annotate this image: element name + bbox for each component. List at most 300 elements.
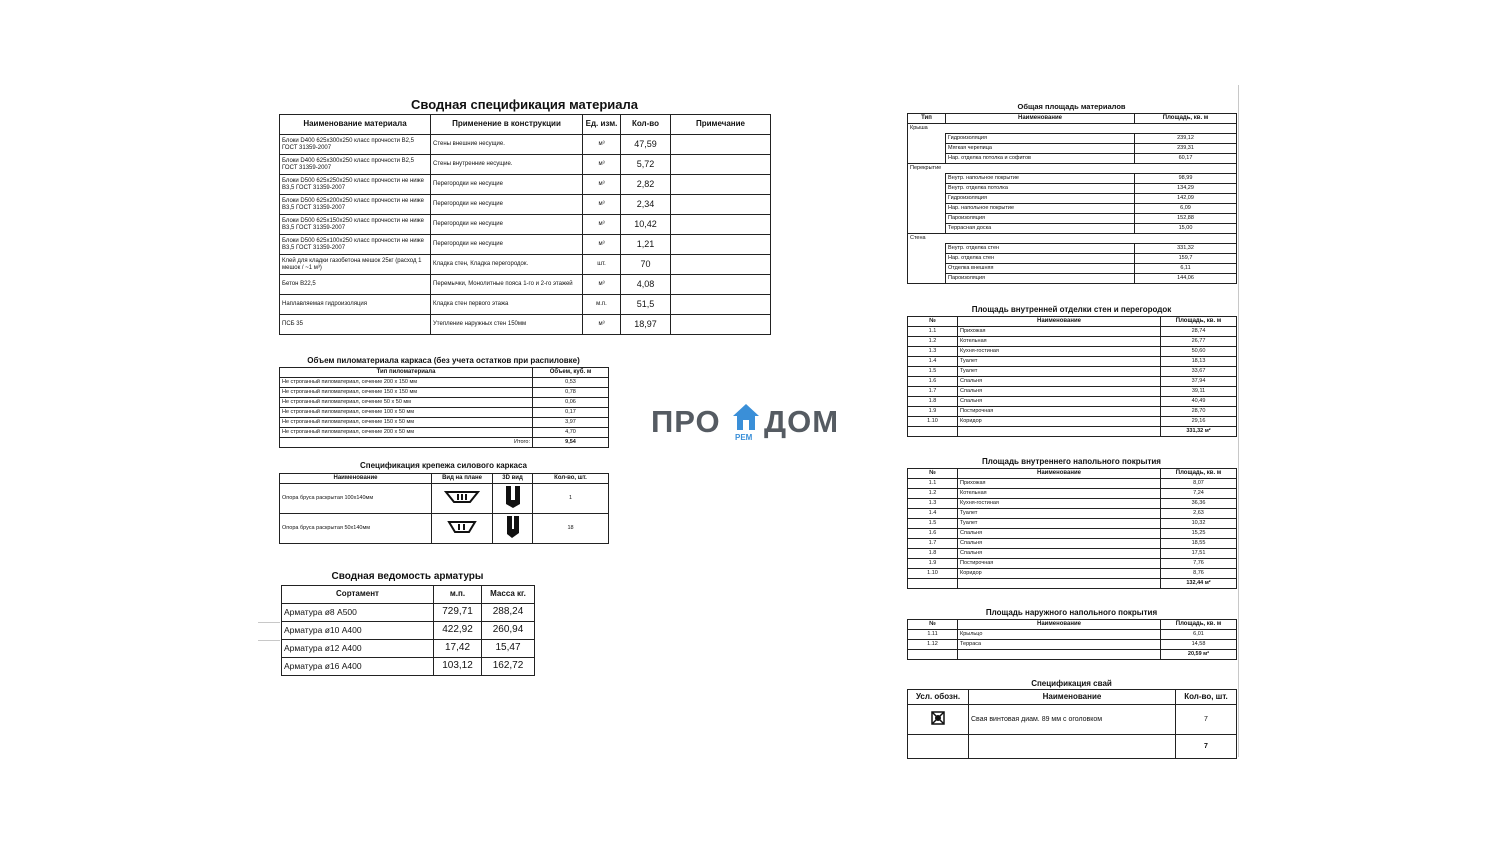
house-icon [731, 402, 761, 432]
material-unit: м³ [583, 175, 621, 195]
table-row [280, 428, 609, 438]
piles-table [907, 689, 1237, 759]
room-number: 1.4 [908, 509, 958, 519]
col-header: Применение в конструкции [431, 115, 583, 135]
col-header: Наименование [958, 469, 1161, 479]
fastener-name: Опора бруса раскрытая 100х140мм [280, 484, 432, 514]
pile-qty: 7 [1176, 705, 1237, 735]
table-row [280, 388, 609, 398]
rebar-length: 729,71 [434, 604, 482, 622]
col-header: 3D вид [493, 474, 533, 484]
material-qty: 18,97 [621, 315, 671, 335]
table-row [908, 357, 1237, 367]
room-area: 28,70 [1161, 407, 1237, 417]
room-number: 1.5 [908, 367, 958, 377]
rebar-table [281, 585, 535, 676]
logo-text-right: ДОМ [764, 404, 840, 439]
rebar-name: Арматура ø8 А500 [282, 604, 434, 622]
total-area-title: Общая площадь материалов [1017, 102, 1126, 111]
floor-out-block [907, 608, 1236, 660]
area-item-value: 134,29 [1135, 184, 1237, 194]
table-row [908, 529, 1237, 539]
table-row [280, 275, 771, 295]
room-name: Спальня [958, 539, 1161, 549]
room-area: 28,74 [1161, 327, 1237, 337]
col-header: Объем, куб. м [533, 368, 609, 378]
floor-in-title: Площадь внутреннего напольного покрытия [982, 457, 1161, 466]
table-row [282, 622, 535, 640]
room-area: 7,76 [1161, 559, 1237, 569]
lumber-volume: 0,17 [533, 408, 609, 418]
main-spec-table [279, 114, 771, 335]
material-unit: шт. [583, 255, 621, 275]
table-header-row [908, 317, 1237, 327]
table-row [908, 579, 1237, 589]
table-row [280, 514, 609, 544]
walls-block [907, 305, 1236, 437]
room-number: 1.6 [908, 377, 958, 387]
empty-cell [908, 154, 946, 164]
col-header: Тип пиломатериала [280, 368, 533, 378]
room-area: 39,11 [1161, 387, 1237, 397]
table-row [280, 398, 609, 408]
table-row [908, 337, 1237, 347]
rebar-name: Арматура ø16 А400 [282, 658, 434, 676]
room-number: 1.9 [908, 559, 958, 569]
room-area: 18,13 [1161, 357, 1237, 367]
table-row [908, 417, 1237, 427]
table-row [908, 347, 1237, 357]
room-number: 1.7 [908, 387, 958, 397]
room-number: 1.6 [908, 529, 958, 539]
floor-in-block [907, 457, 1236, 589]
room-number: 1.3 [908, 347, 958, 357]
room-area: 50,60 [1161, 347, 1237, 357]
walls-table [907, 316, 1237, 437]
material-unit: м³ [583, 215, 621, 235]
room-name: Прихожая [958, 479, 1161, 489]
area-item-value: 159,7 [1135, 254, 1237, 264]
material-note [671, 215, 771, 235]
empty-cell [958, 650, 1161, 660]
area-item-name: Гидроизоляция [946, 134, 1135, 144]
total-area-block [907, 102, 1236, 284]
material-name: ПСБ 35 [280, 315, 431, 335]
material-name: Блоки D500 625х150х250 класс прочности не ниже В3,5 ГОСТ 31359-2007 [280, 215, 431, 235]
rebar-mass: 288,24 [482, 604, 535, 622]
table-row [908, 640, 1237, 650]
table-row [908, 479, 1237, 489]
table-row [908, 134, 1237, 144]
room-name: Туалет [958, 357, 1161, 367]
material-use: Кладка стен первого этажа [431, 295, 583, 315]
room-name: Постирочная [958, 559, 1161, 569]
table-header-row [908, 620, 1237, 630]
lumber-type: Не строганный пиломатериал, сечение 200 х 150 мм [280, 378, 533, 388]
room-area: 18,55 [1161, 539, 1237, 549]
piles-title: Спецификация свай [1031, 679, 1112, 688]
material-note [671, 235, 771, 255]
room-number: 1.10 [908, 569, 958, 579]
material-use: Перегородки не несущие [431, 195, 583, 215]
material-qty: 51,5 [621, 295, 671, 315]
table-row [908, 164, 1237, 174]
table-row [908, 499, 1237, 509]
lumber-volume: 4,70 [533, 428, 609, 438]
table-row [280, 235, 771, 255]
col-header: м.п. [434, 586, 482, 604]
room-area: 8,76 [1161, 569, 1237, 579]
piles-block [907, 679, 1236, 759]
rebar-title: Сводная ведомость арматуры [331, 571, 484, 582]
table-row [908, 174, 1237, 184]
area-item-name: Мягкая черепица [946, 144, 1135, 154]
room-name: Терраса [958, 640, 1161, 650]
room-number: 1.8 [908, 549, 958, 559]
area-group-type: Стена [908, 234, 1237, 244]
material-use: Перегородки не несущие [431, 235, 583, 255]
area-group-type: Крыша [908, 124, 1237, 134]
room-number: 1.7 [908, 539, 958, 549]
area-item-value: 152,88 [1135, 214, 1237, 224]
room-number: 1.10 [908, 417, 958, 427]
material-name: Блоки D400 625х300х250 класс прочности В2,5 ГОСТ 31359-2007 [280, 135, 431, 155]
room-name: Туалет [958, 509, 1161, 519]
pile-total: 7 [1176, 735, 1237, 759]
room-area: 17,51 [1161, 549, 1237, 559]
room-area: 29,16 [1161, 417, 1237, 427]
material-note [671, 135, 771, 155]
rebar-name: Арматура ø12 А400 [282, 640, 434, 658]
rebar-mass: 162,72 [482, 658, 535, 676]
table-row [908, 559, 1237, 569]
empty-cell [908, 204, 946, 214]
table-row [908, 327, 1237, 337]
room-area: 14,58 [1161, 640, 1237, 650]
room-total: 132,44 м² [1161, 579, 1237, 589]
area-item-name: Нар. напольное покрытие [946, 204, 1135, 214]
table-row [280, 135, 771, 155]
table-header-row [280, 474, 609, 484]
rebar-name: Арматура ø10 А400 [282, 622, 434, 640]
fastener-qty: 1 [533, 484, 609, 514]
empty-cell [908, 274, 946, 284]
room-name: Кухня-гостиная [958, 347, 1161, 357]
material-use: Стены внутренние несущие. [431, 155, 583, 175]
room-name: Крыльцо [958, 630, 1161, 640]
logo-text-left: ПРО [651, 404, 721, 439]
material-note [671, 175, 771, 195]
table-row [908, 124, 1237, 134]
floor-out-title: Площадь наружного напольного покрытия [985, 608, 1158, 617]
empty-cell [958, 579, 1161, 589]
table-row [280, 438, 609, 448]
material-name: Бетон В22,5 [280, 275, 431, 295]
material-qty: 2,82 [621, 175, 671, 195]
col-header: Сортамент [282, 586, 434, 604]
area-item-value: 60,17 [1135, 154, 1237, 164]
room-number: 1.11 [908, 630, 958, 640]
empty-cell [958, 427, 1161, 437]
area-item-value: 142,09 [1135, 194, 1237, 204]
area-item-name: Пароизоляция [946, 274, 1135, 284]
rebar-mass: 260,94 [482, 622, 535, 640]
table-row [908, 367, 1237, 377]
table-header-row [908, 114, 1237, 124]
material-unit: м³ [583, 135, 621, 155]
lumber-total: 9,54 [533, 438, 609, 448]
table-header-row [280, 115, 771, 135]
room-name: Спальня [958, 397, 1161, 407]
walls-title: Площадь внутренней отделки стен и перегородок [971, 305, 1172, 314]
material-name: Блоки D400 625х300х250 класс прочности В2,5 ГОСТ 31359-2007 [280, 155, 431, 175]
material-use: Стены внешние несущие. [431, 135, 583, 155]
col-header: Вид на плане [432, 474, 493, 484]
table-row [280, 295, 771, 315]
area-item-name: Нар. отделка потолка и софитов [946, 154, 1135, 164]
lumber-type: Не строганный пиломатериал, сечение 150 х 150 мм [280, 388, 533, 398]
plan-view-image [432, 514, 493, 544]
3d-view-image [493, 514, 533, 544]
room-name: Спальня [958, 377, 1161, 387]
room-name: Прихожая [958, 327, 1161, 337]
room-name: Спальня [958, 387, 1161, 397]
lumber-volume: 0,78 [533, 388, 609, 398]
empty-cell [908, 579, 958, 589]
empty-cell [908, 174, 946, 184]
floor-in-table [907, 468, 1237, 589]
table-row [282, 604, 535, 622]
lumber-type: Не строганный пиломатериал, сечение 150 х 50 мм [280, 418, 533, 428]
rebar-mass: 15,47 [482, 640, 535, 658]
room-number: 1.2 [908, 489, 958, 499]
material-qty: 5,72 [621, 155, 671, 175]
empty-cell [908, 134, 946, 144]
table-row [908, 254, 1237, 264]
table-row [908, 274, 1237, 284]
room-area: 6,01 [1161, 630, 1237, 640]
col-header: Площадь, кв. м [1161, 469, 1237, 479]
lumber-title: Объем пиломатериала каркаса (без учета остатков при распиловке) [307, 356, 580, 365]
page-edge-line [1238, 85, 1239, 757]
lumber-volume: 0,53 [533, 378, 609, 388]
material-unit: м³ [583, 315, 621, 335]
area-item-value: 239,31 [1135, 144, 1237, 154]
area-item-name: Внутр. отделка стен [946, 244, 1135, 254]
material-unit: м³ [583, 275, 621, 295]
room-total: 20,59 м² [1161, 650, 1237, 660]
fastener-qty: 18 [533, 514, 609, 544]
table-row [908, 224, 1237, 234]
table-header-row [908, 469, 1237, 479]
col-header: № [908, 469, 958, 479]
material-qty: 10,42 [621, 215, 671, 235]
table-row [280, 155, 771, 175]
room-name: Коридор [958, 417, 1161, 427]
table-row [280, 484, 609, 514]
table-row [908, 387, 1237, 397]
area-item-value: 331,32 [1135, 244, 1237, 254]
room-name: Котельная [958, 489, 1161, 499]
table-row [908, 705, 1237, 735]
total-area-table [907, 113, 1237, 284]
material-name: Блоки D500 625х200х250 класс прочности не ниже В3,5 ГОСТ 31359-2007 [280, 195, 431, 215]
col-header: № [908, 317, 958, 327]
room-name: Кухня-гостиная [958, 499, 1161, 509]
table-row [908, 509, 1237, 519]
table-row [280, 175, 771, 195]
table-row [280, 195, 771, 215]
room-area: 7,24 [1161, 489, 1237, 499]
empty-cell [908, 650, 958, 660]
area-item-name: Пароизоляция [946, 214, 1135, 224]
material-name: Наплавляемая гидроизоляция [280, 295, 431, 315]
rebar-length: 422,92 [434, 622, 482, 640]
material-note [671, 195, 771, 215]
col-header: Площадь, кв. м [1161, 620, 1237, 630]
floor-out-table [907, 619, 1237, 660]
material-use: Утепление наружных стен 150мм [431, 315, 583, 335]
room-area: 40,49 [1161, 397, 1237, 407]
room-number: 1.1 [908, 327, 958, 337]
table-row [908, 204, 1237, 214]
rebar-length: 103,12 [434, 658, 482, 676]
room-total: 331,32 м² [1161, 427, 1237, 437]
table-row [908, 569, 1237, 579]
material-unit: м³ [583, 195, 621, 215]
table-header-row [282, 586, 535, 604]
col-header: Наименование [946, 114, 1135, 124]
table-row [908, 264, 1237, 274]
room-name: Коридор [958, 569, 1161, 579]
col-header: Кол-во, шт. [533, 474, 609, 484]
table-row [280, 418, 609, 428]
plan-view-image [432, 484, 493, 514]
material-qty: 2,34 [621, 195, 671, 215]
material-unit: м³ [583, 155, 621, 175]
table-row [908, 144, 1237, 154]
area-item-value: 98,99 [1135, 174, 1237, 184]
material-note [671, 275, 771, 295]
room-name: Постирочная [958, 407, 1161, 417]
area-item-value: 6,11 [1135, 264, 1237, 274]
table-row [280, 315, 771, 335]
fastener-name: Опора бруса раскрытая 50х140мм [280, 514, 432, 544]
table-row [280, 255, 771, 275]
empty-cell [908, 214, 946, 224]
table-row [908, 427, 1237, 437]
room-name: Туалет [958, 519, 1161, 529]
col-header: Наименование [958, 317, 1161, 327]
area-item-name: Внутр. напольное покрытие [946, 174, 1135, 184]
area-item-value: 144,06 [1135, 274, 1237, 284]
material-use: Перемычки, Монолитные пояса 1-го и 2-го этажей [431, 275, 583, 295]
divider [258, 622, 280, 623]
col-header: Наименование [280, 474, 432, 484]
room-area: 15,25 [1161, 529, 1237, 539]
empty-cell [908, 264, 946, 274]
empty-cell [908, 244, 946, 254]
room-area: 8,07 [1161, 479, 1237, 489]
table-row [908, 539, 1237, 549]
material-note [671, 155, 771, 175]
col-header: Наименование [969, 690, 1176, 705]
room-number: 1.5 [908, 519, 958, 529]
material-note [671, 255, 771, 275]
lumber-type: Не строганный пиломатериал, сечение 200 х 50 мм [280, 428, 533, 438]
table-row [908, 735, 1237, 759]
table-row [908, 549, 1237, 559]
col-header: Усл. обозн. [908, 690, 969, 705]
material-unit: м³ [583, 235, 621, 255]
empty-cell [908, 144, 946, 154]
main-spec-title: Сводная спецификация материала [410, 97, 638, 112]
divider [258, 640, 280, 641]
lumber-block [279, 356, 608, 448]
material-use: Перегородки не несущие [431, 215, 583, 235]
room-name: Спальня [958, 549, 1161, 559]
table-row [908, 234, 1237, 244]
table-row [908, 407, 1237, 417]
col-header: Примечание [671, 115, 771, 135]
rebar-length: 17,42 [434, 640, 482, 658]
col-header: Тип [908, 114, 946, 124]
3d-view-image [493, 484, 533, 514]
col-header: Площадь, кв. м [1161, 317, 1237, 327]
room-name: Спальня [958, 529, 1161, 539]
logo-sub-text: РЕМ [735, 433, 753, 442]
material-unit: м.п. [583, 295, 621, 315]
table-header-row [908, 690, 1237, 705]
table-row [908, 244, 1237, 254]
room-number: 1.9 [908, 407, 958, 417]
empty-cell [908, 184, 946, 194]
area-item-name: Нар. отделка стен [946, 254, 1135, 264]
table-row [908, 214, 1237, 224]
lumber-type: Не строганный пиломатериал, сечение 100 х 50 мм [280, 408, 533, 418]
col-header: Ед. изм. [583, 115, 621, 135]
col-header: Кол-во, шт. [1176, 690, 1237, 705]
lumber-table [279, 367, 609, 448]
room-name: Котельная [958, 337, 1161, 347]
room-area: 10,32 [1161, 519, 1237, 529]
material-name: Блоки D500 625х100х250 класс прочности не ниже В3,5 ГОСТ 31359-2007 [280, 235, 431, 255]
material-qty: 47,59 [621, 135, 671, 155]
col-header: Площадь, кв. м [1135, 114, 1237, 124]
material-qty: 4,08 [621, 275, 671, 295]
fasteners-block [279, 461, 608, 544]
pro-dom-logo [651, 400, 851, 448]
empty-cell [908, 254, 946, 264]
empty-cell [908, 735, 969, 759]
room-name: Туалет [958, 367, 1161, 377]
lumber-total-label: Итого: [280, 438, 533, 448]
lumber-volume: 0,06 [533, 398, 609, 408]
col-header: Наименование [958, 620, 1161, 630]
material-name: Блоки D500 625х250х250 класс прочности не ниже В3,5 ГОСТ 31359-2007 [280, 175, 431, 195]
room-number: 1.1 [908, 479, 958, 489]
room-number: 1.12 [908, 640, 958, 650]
empty-cell [908, 224, 946, 234]
fasteners-title: Спецификация крепежа силового каркаса [359, 461, 527, 470]
table-header-row [280, 368, 609, 378]
material-use: Перегородки не несущие [431, 175, 583, 195]
area-item-value: 6,09 [1135, 204, 1237, 214]
material-qty: 70 [621, 255, 671, 275]
fasteners-table [279, 473, 609, 544]
pile-name: Свая винтовая диам. 89 мм с оголовком [969, 705, 1176, 735]
table-row [908, 377, 1237, 387]
